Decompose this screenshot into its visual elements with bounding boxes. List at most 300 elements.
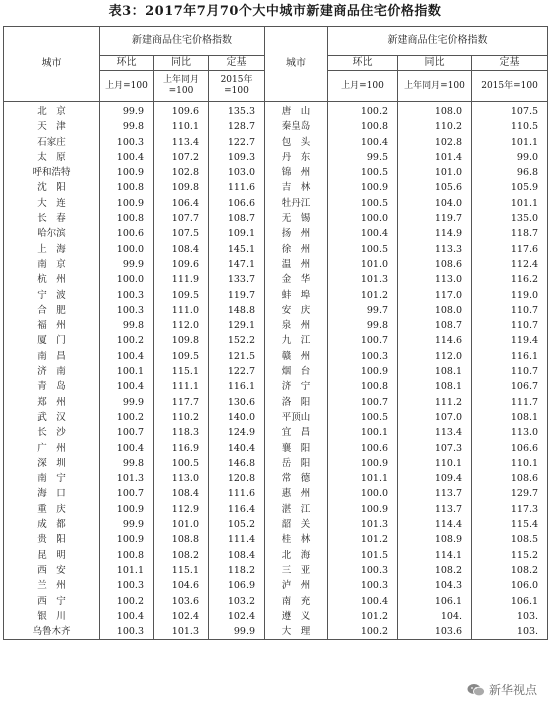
index-group-header-right: 新建商品住宅价格指数 — [328, 27, 548, 56]
cell-city-left: 成 都 — [4, 517, 100, 532]
cell-tongbi-right: 108.9 — [398, 532, 472, 547]
cell-dingji-left: 129.1 — [209, 318, 265, 333]
cell-tongbi-left: 108.4 — [154, 486, 209, 501]
cell-huanbi-left: 100.0 — [100, 272, 154, 287]
table-row — [4, 150, 548, 165]
cell-dingji-right: 119.0 — [472, 288, 548, 303]
cell-tongbi-right: 101.0 — [398, 165, 472, 180]
cell-dingji-left: 128.7 — [209, 119, 265, 134]
table-row — [4, 180, 548, 195]
table-body — [4, 102, 548, 640]
cell-tongbi-left: 109.6 — [154, 102, 209, 120]
cell-dingji-left: 109.1 — [209, 226, 265, 241]
cell-dingji-left: 108.4 — [209, 548, 265, 563]
cell-huanbi-right: 101.2 — [328, 609, 398, 624]
cell-dingji-right: 108.6 — [472, 471, 548, 486]
cell-tongbi-right: 105.6 — [398, 180, 472, 195]
cell-city-left: 太 原 — [4, 150, 100, 165]
cell-tongbi-right: 113.7 — [398, 502, 472, 517]
cell-dingji-right: 96.8 — [472, 165, 548, 180]
cell-dingji-right: 115.2 — [472, 548, 548, 563]
cell-tongbi-right: 104.0 — [398, 196, 472, 211]
cell-tongbi-right: 101.4 — [398, 150, 472, 165]
cell-dingji-left: 111.6 — [209, 180, 265, 195]
cell-city-left: 杭 州 — [4, 272, 100, 287]
cell-tongbi-left: 110.2 — [154, 410, 209, 425]
cell-city-right: 湛 江 — [265, 502, 328, 517]
table-row — [4, 165, 548, 180]
cell-huanbi-left: 100.0 — [100, 242, 154, 257]
cell-dingji-left: 140.4 — [209, 441, 265, 456]
cell-city-right: 包 头 — [265, 135, 328, 150]
cell-city-left: 郑 州 — [4, 395, 100, 410]
cell-huanbi-left: 99.9 — [100, 257, 154, 272]
table-row — [4, 502, 548, 517]
table-row — [4, 594, 548, 609]
cell-city-left: 呼和浩特 — [4, 165, 100, 180]
cell-tongbi-left: 111.0 — [154, 303, 209, 318]
cell-dingji-left: 145.1 — [209, 242, 265, 257]
cell-dingji-right: 115.4 — [472, 517, 548, 532]
cell-tongbi-left: 118.3 — [154, 425, 209, 440]
cell-dingji-left: 146.8 — [209, 456, 265, 471]
cell-city-left: 西 宁 — [4, 594, 100, 609]
index-group-header-left: 新建商品住宅价格指数 — [100, 27, 265, 56]
cell-city-right: 宜 昌 — [265, 425, 328, 440]
cell-dingji-left: 152.2 — [209, 333, 265, 348]
cell-tongbi-right: 114.6 — [398, 333, 472, 348]
cell-tongbi-right: 113.0 — [398, 272, 472, 287]
table-row — [4, 102, 548, 120]
cell-dingji-right: 101.1 — [472, 135, 548, 150]
dingji-unit-right: 2015年=100 — [472, 71, 548, 102]
table-row — [4, 257, 548, 272]
cell-tongbi-right: 106.1 — [398, 594, 472, 609]
table-row — [4, 532, 548, 547]
cell-tongbi-left: 113.0 — [154, 471, 209, 486]
cell-tongbi-left: 112.0 — [154, 318, 209, 333]
cell-tongbi-left: 117.7 — [154, 395, 209, 410]
table-row — [4, 242, 548, 257]
cell-tongbi-left: 103.6 — [154, 594, 209, 609]
cell-huanbi-right: 100.3 — [328, 349, 398, 364]
cell-tongbi-right: 108.2 — [398, 563, 472, 578]
cell-city-left: 深 圳 — [4, 456, 100, 471]
cell-huanbi-right: 101.3 — [328, 272, 398, 287]
cell-tongbi-left: 101.3 — [154, 624, 209, 640]
cell-huanbi-right: 99.5 — [328, 150, 398, 165]
table-row — [4, 563, 548, 578]
cell-tongbi-right: 110.2 — [398, 119, 472, 134]
cell-huanbi-left: 100.4 — [100, 349, 154, 364]
cell-city-right: 桂 林 — [265, 532, 328, 547]
cell-huanbi-right: 101.3 — [328, 517, 398, 532]
cell-dingji-left: 116.4 — [209, 502, 265, 517]
cell-dingji-left: 109.3 — [209, 150, 265, 165]
cell-city-left: 贵 阳 — [4, 532, 100, 547]
table-row — [4, 624, 548, 640]
table-row — [4, 303, 548, 318]
cell-tongbi-left: 109.8 — [154, 333, 209, 348]
wechat-icon — [467, 683, 485, 697]
cell-city-right: 牡丹江 — [265, 196, 328, 211]
cell-huanbi-right: 100.3 — [328, 578, 398, 593]
cell-huanbi-right: 100.2 — [328, 624, 398, 640]
cell-huanbi-right: 100.1 — [328, 425, 398, 440]
cell-city-right: 泉 州 — [265, 318, 328, 333]
cell-huanbi-right: 99.8 — [328, 318, 398, 333]
cell-huanbi-right: 100.5 — [328, 242, 398, 257]
cell-dingji-left: 108.7 — [209, 211, 265, 226]
cell-city-right: 无 锡 — [265, 211, 328, 226]
cell-tongbi-right: 108.0 — [398, 102, 472, 120]
cell-city-right: 泸 州 — [265, 578, 328, 593]
cell-tongbi-left: 109.5 — [154, 349, 209, 364]
cell-huanbi-right: 100.5 — [328, 410, 398, 425]
table-row — [4, 211, 548, 226]
table-row — [4, 318, 548, 333]
cell-huanbi-right: 100.5 — [328, 196, 398, 211]
cell-dingji-right: 103. — [472, 624, 548, 640]
cell-dingji-left: 122.7 — [209, 364, 265, 379]
cell-city-right: 温 州 — [265, 257, 328, 272]
cell-huanbi-left: 101.3 — [100, 471, 154, 486]
cell-city-right: 徐 州 — [265, 242, 328, 257]
cell-huanbi-left: 100.2 — [100, 333, 154, 348]
cell-tongbi-left: 116.9 — [154, 441, 209, 456]
cell-huanbi-left: 100.8 — [100, 180, 154, 195]
table-row — [4, 425, 548, 440]
tongbi-unit-right: 上年同月=100 — [398, 71, 472, 102]
cell-city-right: 九 江 — [265, 333, 328, 348]
cell-city-left: 哈尔滨 — [4, 226, 100, 241]
cell-tongbi-left: 108.8 — [154, 532, 209, 547]
cell-huanbi-left: 100.4 — [100, 150, 154, 165]
cell-dingji-right: 106.1 — [472, 594, 548, 609]
cell-tongbi-right: 113.3 — [398, 242, 472, 257]
table-row — [4, 609, 548, 624]
cell-huanbi-left: 100.2 — [100, 594, 154, 609]
cell-tongbi-left: 107.5 — [154, 226, 209, 241]
cell-huanbi-left: 101.1 — [100, 563, 154, 578]
cell-tongbi-left: 101.0 — [154, 517, 209, 532]
cell-dingji-left: 119.7 — [209, 288, 265, 303]
cell-city-right: 扬 州 — [265, 226, 328, 241]
cell-city-right: 韶 关 — [265, 517, 328, 532]
cell-dingji-right: 108.5 — [472, 532, 548, 547]
cell-dingji-right: 113.0 — [472, 425, 548, 440]
cell-dingji-left: 105.2 — [209, 517, 265, 532]
table-row — [4, 272, 548, 287]
cell-tongbi-right: 108.1 — [398, 364, 472, 379]
cell-huanbi-right: 100.4 — [328, 594, 398, 609]
cell-huanbi-left: 100.4 — [100, 379, 154, 394]
cell-city-right: 南 充 — [265, 594, 328, 609]
cell-dingji-right: 107.5 — [472, 102, 548, 120]
cell-huanbi-left: 100.9 — [100, 532, 154, 547]
tongbi-header-right: 同比 — [398, 56, 472, 71]
table-row — [4, 196, 548, 211]
cell-huanbi-left: 100.8 — [100, 548, 154, 563]
cell-city-right: 济 宁 — [265, 379, 328, 394]
cell-tongbi-left: 102.8 — [154, 165, 209, 180]
cell-dingji-left: 147.1 — [209, 257, 265, 272]
cell-dingji-left: 106.9 — [209, 578, 265, 593]
cell-city-right: 惠 州 — [265, 486, 328, 501]
cell-huanbi-right: 101.5 — [328, 548, 398, 563]
cell-city-left: 北 京 — [4, 102, 100, 120]
cell-city-left: 厦 门 — [4, 333, 100, 348]
cell-dingji-right: 129.7 — [472, 486, 548, 501]
cell-dingji-right: 106.7 — [472, 379, 548, 394]
cell-city-left: 西 安 — [4, 563, 100, 578]
cell-city-right: 烟 台 — [265, 364, 328, 379]
cell-dingji-right: 119.4 — [472, 333, 548, 348]
cell-huanbi-right: 100.9 — [328, 364, 398, 379]
cell-city-right: 遵 义 — [265, 609, 328, 624]
cell-huanbi-right: 100.4 — [328, 135, 398, 150]
cell-dingji-left: 120.8 — [209, 471, 265, 486]
cell-tongbi-left: 109.8 — [154, 180, 209, 195]
cell-dingji-right: 116.1 — [472, 349, 548, 364]
cell-huanbi-right: 100.7 — [328, 333, 398, 348]
table-row — [4, 288, 548, 303]
cell-city-left: 上 海 — [4, 242, 100, 257]
cell-dingji-right: 103. — [472, 609, 548, 624]
cell-dingji-left: 135.3 — [209, 102, 265, 120]
cell-huanbi-right: 100.8 — [328, 119, 398, 134]
cell-huanbi-right: 100.6 — [328, 441, 398, 456]
cell-huanbi-right: 101.1 — [328, 471, 398, 486]
cell-dingji-left: 148.8 — [209, 303, 265, 318]
cell-city-left: 海 口 — [4, 486, 100, 501]
cell-city-left: 武 汉 — [4, 410, 100, 425]
table-row — [4, 517, 548, 532]
cell-huanbi-left: 99.8 — [100, 456, 154, 471]
cell-tongbi-left: 111.9 — [154, 272, 209, 287]
cell-huanbi-right: 100.3 — [328, 563, 398, 578]
cell-tongbi-left: 113.4 — [154, 135, 209, 150]
cell-huanbi-left: 99.9 — [100, 517, 154, 532]
cell-dingji-left: 133.7 — [209, 272, 265, 287]
cell-huanbi-right: 100.9 — [328, 502, 398, 517]
table-row — [4, 135, 548, 150]
cell-city-left: 天 津 — [4, 119, 100, 134]
cell-city-right: 蚌 埠 — [265, 288, 328, 303]
cell-city-right: 洛 阳 — [265, 395, 328, 410]
cell-huanbi-right: 100.7 — [328, 395, 398, 410]
cell-dingji-right: 117.3 — [472, 502, 548, 517]
city-column-header-left: 城市 — [4, 27, 100, 102]
cell-dingji-right: 106.6 — [472, 441, 548, 456]
dingji-header-left: 定基 — [209, 56, 265, 71]
cell-tongbi-left: 102.4 — [154, 609, 209, 624]
cell-dingji-right: 105.9 — [472, 180, 548, 195]
cell-tongbi-left: 115.1 — [154, 563, 209, 578]
cell-dingji-left: 118.2 — [209, 563, 265, 578]
cell-tongbi-right: 103.6 — [398, 624, 472, 640]
cell-city-right: 北 海 — [265, 548, 328, 563]
cell-city-left: 长 沙 — [4, 425, 100, 440]
huanbi-header-left: 环比 — [100, 56, 154, 71]
cell-city-left: 兰 州 — [4, 578, 100, 593]
cell-huanbi-left: 99.8 — [100, 318, 154, 333]
cell-huanbi-left: 100.3 — [100, 624, 154, 640]
cell-huanbi-right: 100.9 — [328, 456, 398, 471]
cell-dingji-left: 111.6 — [209, 486, 265, 501]
cell-tongbi-left: 108.2 — [154, 548, 209, 563]
cell-huanbi-left: 100.4 — [100, 441, 154, 456]
cell-city-left: 合 肥 — [4, 303, 100, 318]
cell-huanbi-left: 100.4 — [100, 609, 154, 624]
cell-city-left: 福 州 — [4, 318, 100, 333]
cell-huanbi-left: 100.9 — [100, 165, 154, 180]
cell-tongbi-right: 113.7 — [398, 486, 472, 501]
cell-dingji-left: 130.6 — [209, 395, 265, 410]
cell-tongbi-right: 107.3 — [398, 441, 472, 456]
table-row — [4, 379, 548, 394]
cell-huanbi-left: 100.6 — [100, 226, 154, 241]
table-row — [4, 395, 548, 410]
cell-city-right: 常 德 — [265, 471, 328, 486]
table-row — [4, 441, 548, 456]
tongbi-header-left: 同比 — [154, 56, 209, 71]
cell-city-left: 乌鲁木齐 — [4, 624, 100, 640]
cell-city-left: 济 南 — [4, 364, 100, 379]
cell-huanbi-left: 100.8 — [100, 211, 154, 226]
cell-tongbi-right: 107.0 — [398, 410, 472, 425]
cell-huanbi-left: 100.3 — [100, 288, 154, 303]
cell-tongbi-left: 115.1 — [154, 364, 209, 379]
cell-huanbi-right: 99.7 — [328, 303, 398, 318]
cell-tongbi-right: 108.6 — [398, 257, 472, 272]
cell-city-right: 吉 林 — [265, 180, 328, 195]
table-row — [4, 119, 548, 134]
table-title: 表3：2017年7月70个大中城市新建商品住宅价格指数 — [108, 4, 442, 19]
cell-tongbi-right: 108.7 — [398, 318, 472, 333]
cell-huanbi-right: 100.0 — [328, 211, 398, 226]
watermark-text: 新华视点 — [488, 683, 537, 697]
cell-tongbi-right: 114.9 — [398, 226, 472, 241]
cell-dingji-left: 99.9 — [209, 624, 265, 640]
huanbi-unit-right: 上月=100 — [328, 71, 398, 102]
table-row — [4, 333, 548, 348]
cell-dingji-right: 111.7 — [472, 395, 548, 410]
cell-huanbi-left: 100.7 — [100, 425, 154, 440]
cell-dingji-right: 106.0 — [472, 578, 548, 593]
cell-dingji-left: 103.2 — [209, 594, 265, 609]
cell-dingji-left: 102.4 — [209, 609, 265, 624]
cell-dingji-right: 110.1 — [472, 456, 548, 471]
dingji-header-right: 定基 — [472, 56, 548, 71]
cell-dingji-left: 106.6 — [209, 196, 265, 211]
cell-tongbi-left: 111.1 — [154, 379, 209, 394]
cell-huanbi-right: 100.0 — [328, 486, 398, 501]
cell-huanbi-right: 100.5 — [328, 165, 398, 180]
cell-city-right: 锦 州 — [265, 165, 328, 180]
cell-tongbi-right: 110.1 — [398, 456, 472, 471]
cell-tongbi-right: 114.4 — [398, 517, 472, 532]
cell-city-right: 平顶山 — [265, 410, 328, 425]
cell-dingji-left: 124.9 — [209, 425, 265, 440]
cell-huanbi-right: 101.0 — [328, 257, 398, 272]
cell-huanbi-right: 100.9 — [328, 180, 398, 195]
cell-huanbi-left: 99.9 — [100, 102, 154, 120]
cell-city-right: 三 亚 — [265, 563, 328, 578]
table-row — [4, 364, 548, 379]
cell-tongbi-left: 112.9 — [154, 502, 209, 517]
cell-huanbi-right: 100.4 — [328, 226, 398, 241]
cell-city-right: 岳 阳 — [265, 456, 328, 471]
cell-huanbi-left: 99.8 — [100, 119, 154, 134]
cell-dingji-left: 116.1 — [209, 379, 265, 394]
cell-huanbi-left: 100.2 — [100, 410, 154, 425]
cell-huanbi-left: 99.9 — [100, 395, 154, 410]
cell-tongbi-left: 104.6 — [154, 578, 209, 593]
cell-dingji-left: 103.0 — [209, 165, 265, 180]
cell-city-left: 银 川 — [4, 609, 100, 624]
table-row — [4, 410, 548, 425]
cell-city-left: 大 连 — [4, 196, 100, 211]
cell-dingji-right: 101.1 — [472, 196, 548, 211]
cell-city-left: 昆 明 — [4, 548, 100, 563]
cell-dingji-left: 121.5 — [209, 349, 265, 364]
table-row — [4, 471, 548, 486]
cell-tongbi-left: 108.4 — [154, 242, 209, 257]
cell-tongbi-right: 109.4 — [398, 471, 472, 486]
cell-city-right: 丹 东 — [265, 150, 328, 165]
cell-tongbi-right: 112.0 — [398, 349, 472, 364]
cell-city-left: 长 春 — [4, 211, 100, 226]
cell-dingji-right: 110.5 — [472, 119, 548, 134]
cell-city-right: 赣 州 — [265, 349, 328, 364]
table-row — [4, 486, 548, 501]
cell-city-right: 大 理 — [265, 624, 328, 640]
cell-tongbi-right: 104. — [398, 609, 472, 624]
cell-tongbi-right: 113.4 — [398, 425, 472, 440]
cell-city-right: 安 庆 — [265, 303, 328, 318]
table-row — [4, 578, 548, 593]
cell-tongbi-left: 107.7 — [154, 211, 209, 226]
table-row — [4, 548, 548, 563]
cell-huanbi-left: 100.9 — [100, 196, 154, 211]
cell-huanbi-right: 100.8 — [328, 379, 398, 394]
cell-city-right: 唐 山 — [265, 102, 328, 120]
cell-dingji-right: 110.7 — [472, 318, 548, 333]
cell-dingji-right: 110.7 — [472, 303, 548, 318]
cell-tongbi-right: 108.1 — [398, 379, 472, 394]
cell-huanbi-left: 100.3 — [100, 135, 154, 150]
cell-dingji-right: 108.1 — [472, 410, 548, 425]
cell-tongbi-right: 102.8 — [398, 135, 472, 150]
cell-dingji-right: 112.4 — [472, 257, 548, 272]
cell-dingji-left: 140.0 — [209, 410, 265, 425]
cell-tongbi-left: 109.5 — [154, 288, 209, 303]
cell-city-left: 青 岛 — [4, 379, 100, 394]
cell-city-right: 金 华 — [265, 272, 328, 287]
cell-tongbi-left: 107.2 — [154, 150, 209, 165]
cell-city-right: 秦皇岛 — [265, 119, 328, 134]
cell-city-right: 襄 阳 — [265, 441, 328, 456]
cell-dingji-right: 135.0 — [472, 211, 548, 226]
tongbi-unit-left: 上年同月=100 — [154, 71, 209, 102]
huanbi-unit-left: 上月=100 — [100, 71, 154, 102]
cell-tongbi-right: 104.3 — [398, 578, 472, 593]
cell-tongbi-right: 111.2 — [398, 395, 472, 410]
cell-dingji-right: 116.2 — [472, 272, 548, 287]
cell-tongbi-right: 114.1 — [398, 548, 472, 563]
cell-huanbi-left: 100.3 — [100, 303, 154, 318]
